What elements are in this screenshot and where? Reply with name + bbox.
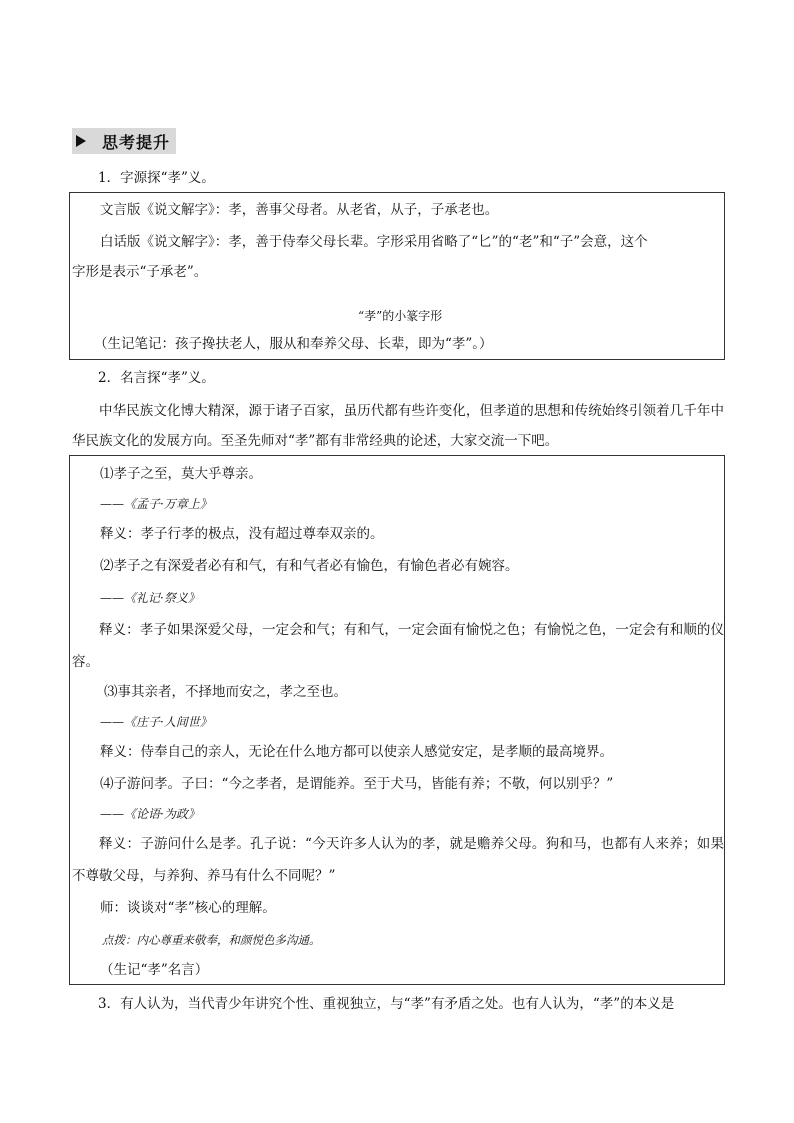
q2-item2-source: ——《礼记·祭义》 xyxy=(100,591,200,605)
q1-note: （生记笔记：孩子搀扶老人，服从和奉养父母、长辈，即为“孝”。） xyxy=(94,336,493,352)
q2-item4-quote: ⑷子游问孝。子曰：“今之孝者，是谓能养。至于犬马，皆能有养；不敬，何以别乎？” xyxy=(100,776,614,792)
q1-figure-caption: “孝”的小篆字形 xyxy=(358,309,443,323)
q2-item1-source: ——《孟子·万章上》 xyxy=(100,497,212,511)
q2-hint: 点拨：内心尊重来敬奉，和颜悦色多沟通。 xyxy=(102,933,321,947)
q1-heading: 1．字源探“孝”义。 xyxy=(98,170,215,186)
q1-line-3: 字形是表示“子承老”。 xyxy=(72,264,208,280)
q2-intro: 中华民族文化博大精深，源于诸子百家，虽历代都有些许变化，但孝道的思想和传统始终引领着几千年中华民族文化的发展方向。至圣先师对“孝”都有非常经典的论述，大家交流一下吧。 xyxy=(72,403,724,449)
section-title: 思考提升 xyxy=(102,132,171,152)
q2-item1-explain: 释义：孝子行孝的极点，没有超过尊奉双亲的。 xyxy=(100,526,384,542)
q1-line-1: 文言版《说文解字》：孝，善事父母者。从老省，从子，子承老也。 xyxy=(100,202,499,218)
q2-item1-quote: ⑴孝子之至，莫大乎尊亲。 xyxy=(100,466,262,482)
q2-item3-quote: ⑶事其亲者，不择地而安之，孝之至也。 xyxy=(104,684,347,700)
arrow-bullet-icon xyxy=(76,135,86,147)
q2-heading: 2．名言探“孝”义。 xyxy=(98,370,215,386)
q2-item4-source: ——《论语·为政》 xyxy=(100,807,200,821)
q2-item3-explain: 释义：侍奉自己的亲人，无论在什么地方都可以使亲人感觉安定，是孝顺的最高境界。 xyxy=(100,744,613,760)
q2-teacher-prompt: 师：谈谈对“孝”核心的理解。 xyxy=(100,900,276,916)
q2-item2-explain: 释义：孝子如果深爱父母，一定会和气；有和气，一定会面有愉悦之色；有愉悦之色，一定会有和顺的仪容。 xyxy=(72,622,724,670)
q2-item4-explain: 释义：子游问什么是孝。孔子说：“今天许多人认为的孝，就是赡养父母。狗和马，也都有人来养；如果不尊敬父母，与养狗、养马有什么不同呢？” xyxy=(72,836,724,884)
q2-item2-quote: ⑵孝子之有深爱者必有和气，有和气者必有愉色，有愉色者必有婉容。 xyxy=(100,558,519,574)
q1-line-2: 白话版《说文解字》：孝，善于侍奉父母长辈。字形采用省略了“匕”的“老”和“子”会意，这个 xyxy=(100,234,648,250)
q2-note: （生记“孝”名言） xyxy=(100,962,209,978)
q2-item3-source: ——《庄子·人间世》 xyxy=(100,715,212,729)
q3-text: 3．有人认为，当代青少年讲究个性、重视独立，与“孝”有矛盾之处。也有人认为，“孝”的本义是 xyxy=(98,996,675,1012)
section-heading xyxy=(72,128,176,154)
